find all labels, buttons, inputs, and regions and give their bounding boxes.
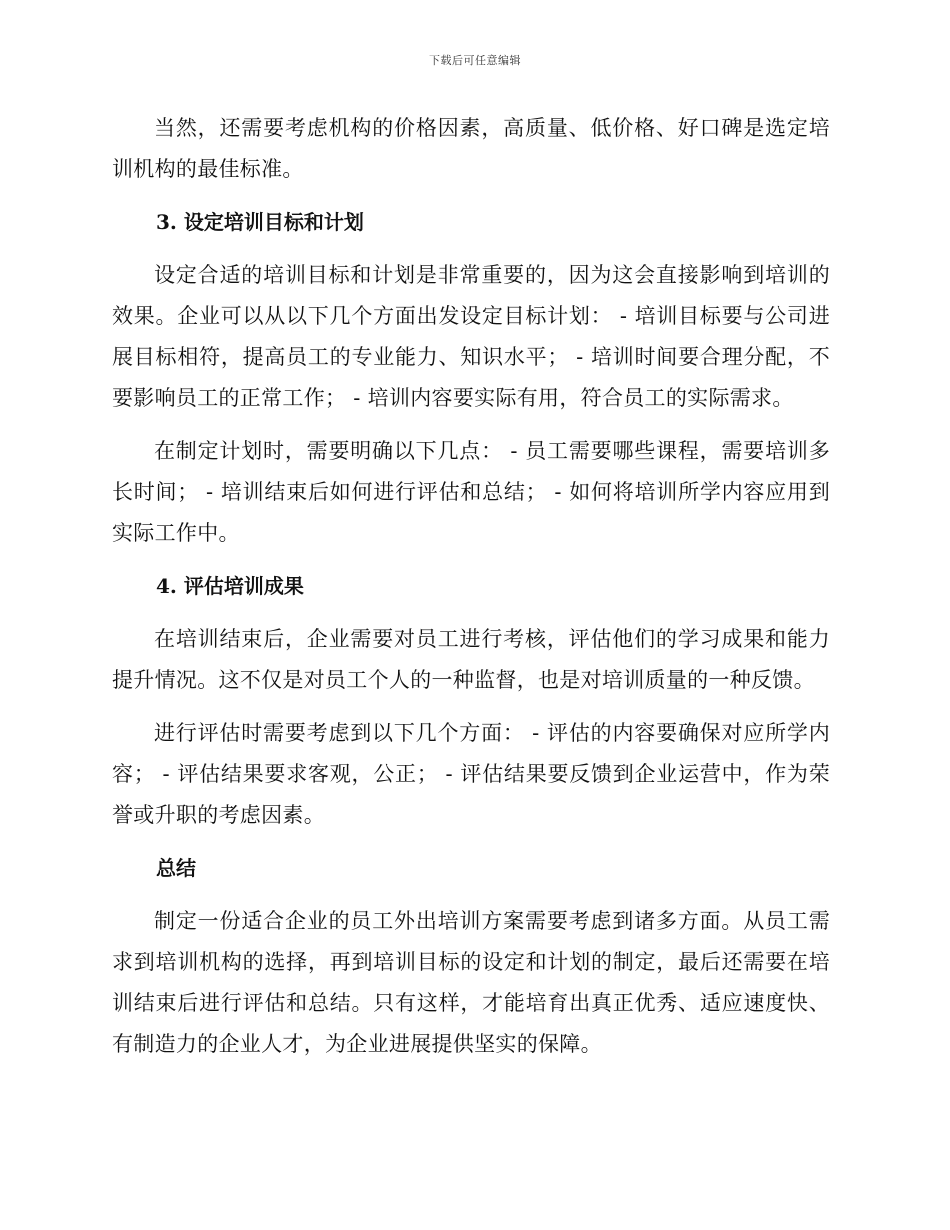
paragraph-price-factor: 当然，还需要考虑机构的价格因素，高质量、低价格、好口碑是选定培训机构的最佳标准。 <box>112 116 830 181</box>
paragraph-summary: 制定一份适合企业的员工外出培训方案需要考虑到诸多方面。从员工需求到培训机构的选择，再到培训目标的设定和计划的制定，最后还需要在培训结束后进行评估和总结。只有这样，才能培育出真正优秀、适应速度快、有制造力的企业人才，为企业进展提供坚实的保障。 <box>112 909 830 1056</box>
section-heading-evaluation: 4. 评估培训成果 <box>156 574 304 598</box>
paragraph-evaluation-results: 在培训结束后，企业需要对员工进行考核，评估他们的学习成果和能力提升情况。这不仅是对员工个人的一种监督，也是对培训质量的一种反馈。 <box>112 627 830 692</box>
paragraph-plan-details: 在制定计划时，需要明确以下几点： - 员工需要哪些课程，需要培训多长时间； - 培训结束后如何进行评估和总结； - 如何将培训所学内容应用到实际工作中。 <box>112 439 830 545</box>
paragraph-evaluation-aspects: 进行评估时需要考虑到以下几个方面： - 评估的内容要确保对应所学内容； - 评估结果要求客观，公正； - 评估结果要反馈到企业运营中，作为荣誉或升职的考虑因素。 <box>112 721 830 827</box>
section-heading-training-goals: 3. 设定培训目标和计划 <box>156 210 364 234</box>
paragraph-goals-plan: 设定合适的培训目标和计划是非常重要的，因为这会直接影响到培训的效果。企业可以从以下几个方面出发设定目标计划： - 培训目标要与公司进展目标相符，提高员工的专业能力、知识水平； - 培训时间要合理分配，不要影响员工的正常工作； - 培训内容要实际有用，符合员工的实际需求。 <box>112 263 830 410</box>
section-heading-summary: 总结 <box>156 856 196 880</box>
document-body <box>112 108 830 1077</box>
page-header: 下载后可任意编辑 <box>429 54 521 67</box>
